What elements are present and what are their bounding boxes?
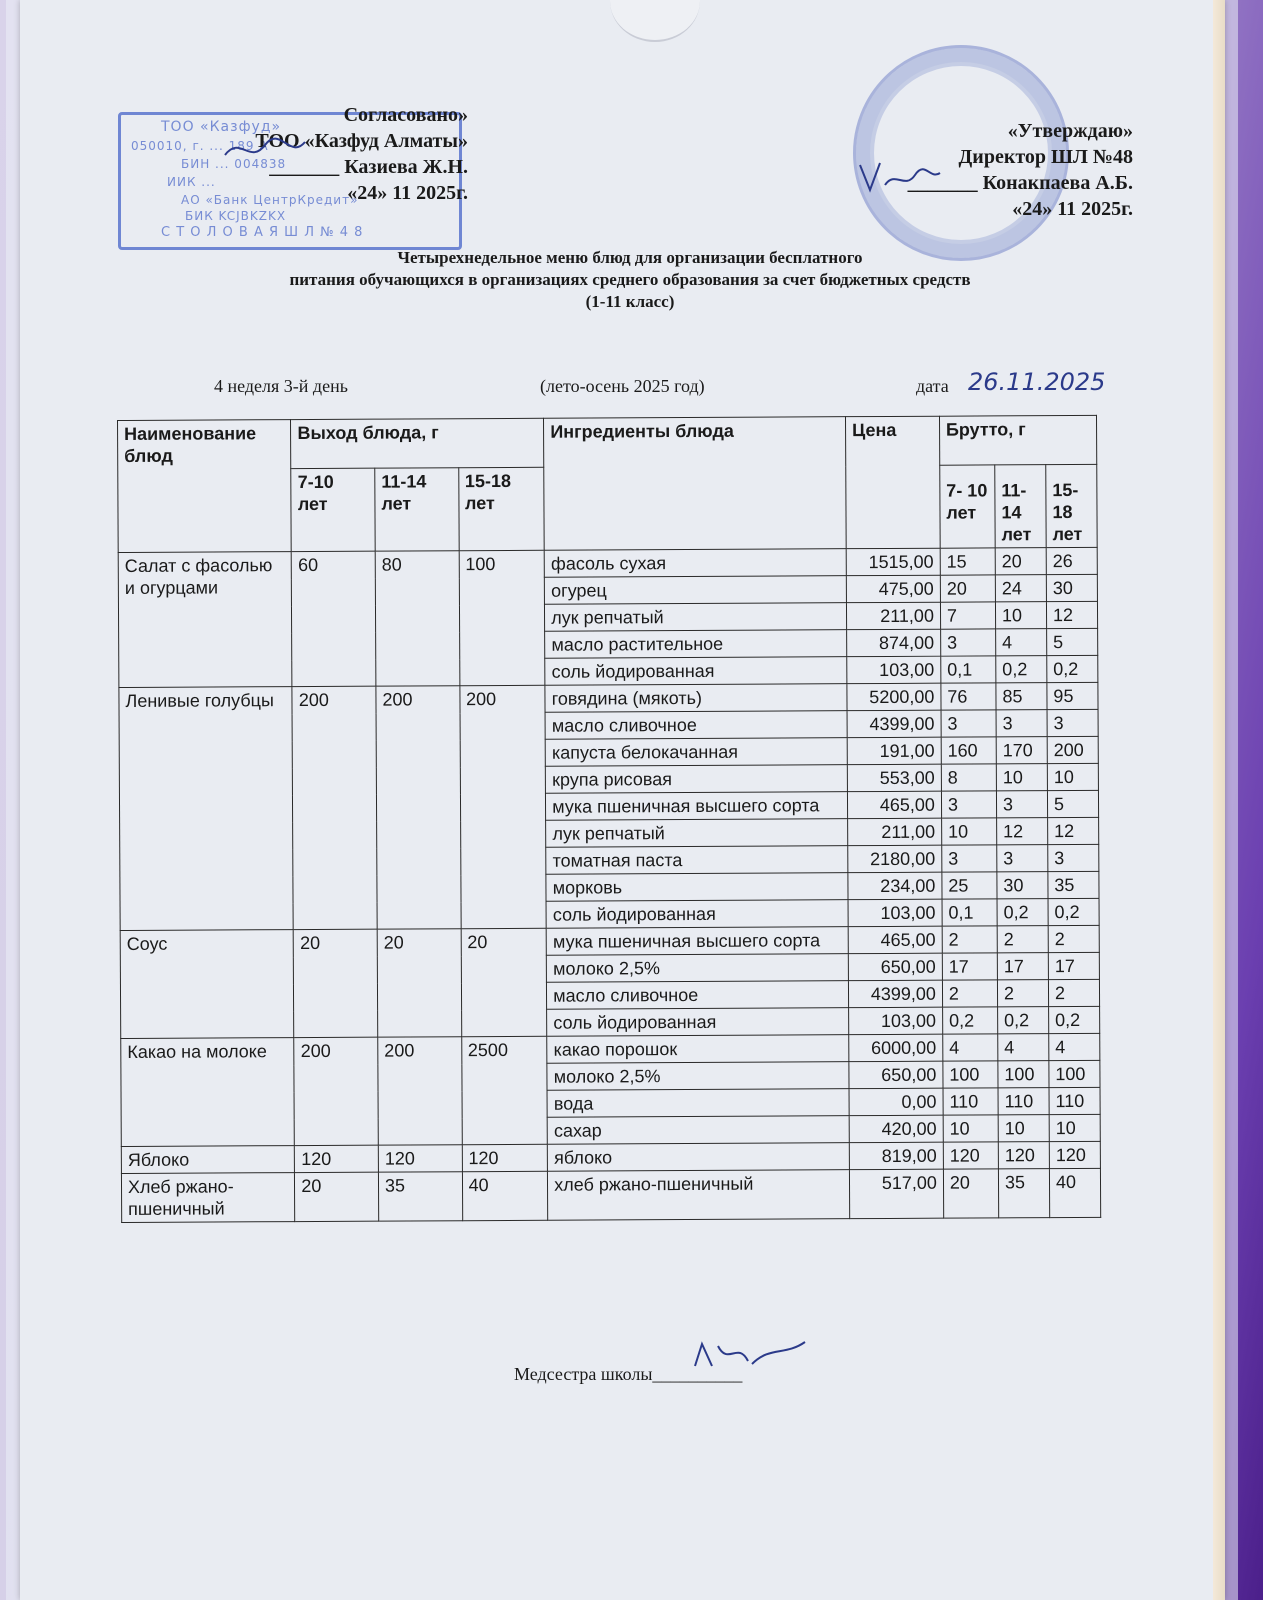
ingredient-price: 1515,00 bbox=[846, 548, 940, 575]
board-edge bbox=[1213, 0, 1225, 1600]
nurse-signature-line: Медсестра школы__________ bbox=[514, 1364, 743, 1384]
gross-15-18: 3 bbox=[1048, 844, 1099, 871]
menu-body bbox=[118, 547, 1100, 1222]
ingredient-price: 819,00 bbox=[849, 1142, 943, 1169]
gross-7-10: 17 bbox=[942, 953, 997, 980]
gross-7-10: 20 bbox=[943, 1169, 998, 1218]
title-line: Четырехнедельное меню блюд для организации бесплатного bbox=[397, 248, 863, 267]
gross-7-10: 25 bbox=[942, 872, 997, 899]
gross-11-14: 0,2 bbox=[997, 899, 1048, 926]
ingredient-price: 465,00 bbox=[848, 791, 942, 818]
ingredient-price: 2180,00 bbox=[848, 845, 942, 872]
gross-15-18: 120 bbox=[1049, 1141, 1100, 1168]
ingredient-price: 211,00 bbox=[848, 818, 942, 845]
gross-11-14: 3 bbox=[996, 710, 1047, 737]
ingredient-price: 475,00 bbox=[846, 575, 940, 602]
stamp-line: БИН ... 004838 bbox=[181, 157, 287, 171]
ingredient-price: 0,00 bbox=[849, 1088, 943, 1115]
gross-11-14: 3 bbox=[997, 845, 1048, 872]
gross-15-18: 0,2 bbox=[1049, 1006, 1100, 1033]
menu-table bbox=[117, 415, 1101, 1223]
gross-11-14: 24 bbox=[995, 575, 1046, 602]
ingredient-price: 211,00 bbox=[847, 602, 941, 629]
yield-15-18: 40 bbox=[462, 1171, 548, 1220]
yield-7-10: 200 bbox=[294, 1037, 378, 1145]
gross-15-18: 2 bbox=[1048, 925, 1099, 952]
gross-11-14: 17 bbox=[997, 953, 1048, 980]
stamp-line: АО «Банк ЦентрКредит» bbox=[181, 193, 359, 207]
dish-name: Яблоко bbox=[121, 1146, 294, 1174]
gross-15-18: 0,2 bbox=[1048, 898, 1099, 925]
approve-position: Директор ШЛ №48 bbox=[958, 146, 1133, 168]
header-age-7-10: 7-10 лет bbox=[291, 468, 375, 551]
title-line: питания обучающихся в организациях среднего образования за счет бюджетных средств bbox=[289, 270, 971, 289]
ingredient-price: 4399,00 bbox=[849, 980, 943, 1007]
yield-7-10: 120 bbox=[295, 1145, 379, 1172]
signature-nurse bbox=[690, 1336, 810, 1376]
gross-11-14: 4 bbox=[998, 1034, 1049, 1061]
gross-7-10: 3 bbox=[942, 845, 997, 872]
ingredient-name: капуста белокачанная bbox=[545, 738, 847, 767]
ingredient-name: соль йодированная bbox=[547, 1008, 849, 1037]
gross-11-14: 10 bbox=[995, 602, 1046, 629]
gross-15-18: 100 bbox=[1049, 1060, 1100, 1087]
gross-7-10: 8 bbox=[941, 764, 996, 791]
gross-7-10: 3 bbox=[941, 710, 996, 737]
header-ingredients: Ингредиенты блюда bbox=[544, 417, 847, 551]
gross-7-10: 7 bbox=[940, 602, 995, 629]
gross-11-14: 110 bbox=[998, 1088, 1049, 1115]
gross-11-14: 35 bbox=[998, 1169, 1049, 1218]
header-gross-11-14: 11- 14 лет bbox=[995, 465, 1046, 548]
approve-date: «24» 11 2025г. bbox=[1012, 198, 1133, 220]
ingredient-name: фасоль сухая bbox=[544, 549, 846, 578]
ingredient-price: 4399,00 bbox=[847, 710, 941, 737]
signature-right bbox=[855, 155, 945, 195]
yield-15-18: 100 bbox=[459, 550, 545, 685]
gross-15-18: 2 bbox=[1048, 979, 1099, 1006]
ingredient-price: 465,00 bbox=[848, 926, 942, 953]
stamp-line: ИИК ... bbox=[167, 175, 216, 189]
ingredient-name: вода bbox=[547, 1089, 849, 1118]
ingredient-name: огурец bbox=[545, 576, 847, 605]
gross-15-18: 4 bbox=[1049, 1033, 1100, 1060]
ingredient-price: 874,00 bbox=[847, 629, 941, 656]
gross-7-10: 120 bbox=[943, 1142, 998, 1169]
ingredient-price: 420,00 bbox=[849, 1115, 943, 1142]
stamp-line: ТОО «Казфуд» bbox=[161, 119, 282, 135]
gross-15-18: 12 bbox=[1046, 601, 1097, 628]
yield-15-18: 120 bbox=[462, 1144, 548, 1171]
signature-left bbox=[220, 130, 310, 170]
gross-15-18: 95 bbox=[1047, 682, 1098, 709]
gross-7-10: 20 bbox=[940, 575, 995, 602]
ingredient-name: хлеб ржано-пшеничный bbox=[548, 1170, 850, 1221]
date-label: дата bbox=[916, 376, 949, 396]
gross-11-14: 30 bbox=[997, 872, 1048, 899]
sleeve-notch bbox=[610, 0, 700, 42]
gross-11-14: 4 bbox=[996, 629, 1047, 656]
gross-15-18: 5 bbox=[1047, 790, 1098, 817]
ingredient-name: лук репчатый bbox=[546, 819, 848, 848]
ingredient-price: 103,00 bbox=[849, 1007, 943, 1034]
gross-11-14: 12 bbox=[997, 818, 1048, 845]
gross-15-18: 10 bbox=[1049, 1114, 1100, 1141]
ingredient-price: 234,00 bbox=[848, 872, 942, 899]
ingredient-name: масло сливочное bbox=[545, 711, 847, 740]
gross-15-18: 200 bbox=[1047, 736, 1098, 763]
gross-11-14: 170 bbox=[996, 737, 1047, 764]
header-dish: Наименование блюд bbox=[118, 420, 292, 553]
gross-7-10: 3 bbox=[941, 791, 996, 818]
gross-15-18: 10 bbox=[1047, 763, 1098, 790]
gross-7-10: 2 bbox=[942, 926, 997, 953]
yield-11-14: 200 bbox=[378, 1037, 462, 1145]
gross-7-10: 4 bbox=[943, 1034, 998, 1061]
yield-11-14: 80 bbox=[375, 551, 459, 686]
ingredient-price: 553,00 bbox=[847, 764, 941, 791]
gross-7-10: 2 bbox=[942, 980, 997, 1007]
gross-7-10: 15 bbox=[940, 548, 995, 575]
gross-7-10: 3 bbox=[940, 629, 995, 656]
yield-11-14: 200 bbox=[376, 686, 461, 929]
header-age-15-18: 15-18 лет bbox=[458, 467, 544, 550]
ingredient-name: масло сливочное bbox=[547, 981, 849, 1010]
yield-11-14: 120 bbox=[378, 1145, 462, 1172]
season: (лето-осень 2025 год) bbox=[540, 376, 705, 396]
ingredient-name: мука пшеничная высшего сорта bbox=[546, 792, 848, 821]
agreed-company: ТОО «Казфуд Алматы» bbox=[255, 130, 468, 152]
ingredient-name: морковь bbox=[546, 873, 848, 902]
yield-7-10: 200 bbox=[292, 686, 377, 929]
ingredient-name: говядина (мякоть) bbox=[545, 684, 847, 713]
dish-name: Какао на молоке bbox=[121, 1038, 295, 1147]
ingredient-price: 103,00 bbox=[847, 656, 941, 683]
ingredient-name: какао порошок bbox=[547, 1035, 849, 1064]
ingredient-name: молоко 2,5% bbox=[547, 1062, 849, 1091]
header-yield: Выход блюда, г bbox=[291, 418, 544, 468]
ingredient-name: яблоко bbox=[548, 1143, 850, 1172]
yield-7-10: 20 bbox=[294, 929, 378, 1037]
ingredient-price: 6000,00 bbox=[849, 1034, 943, 1061]
header-gross-7-10: 7- 10 лет bbox=[940, 465, 995, 548]
ingredient-name: крупа рисовая bbox=[546, 765, 848, 794]
gross-7-10: 0,1 bbox=[942, 899, 997, 926]
ingredient-name: томатная паста bbox=[546, 846, 848, 875]
yield-11-14: 20 bbox=[377, 929, 461, 1037]
table-row bbox=[121, 1168, 1100, 1222]
yield-15-18: 2500 bbox=[461, 1036, 547, 1144]
yield-15-18: 200 bbox=[459, 685, 546, 928]
ingredient-price: 517,00 bbox=[850, 1169, 944, 1218]
agreed-signer: _______ Казиева Ж.Н. bbox=[269, 156, 468, 178]
stamp-line: БИК KCJBKZKX bbox=[185, 209, 287, 223]
gross-7-10: 100 bbox=[943, 1061, 998, 1088]
gross-11-14: 20 bbox=[995, 548, 1046, 575]
yield-7-10: 20 bbox=[295, 1172, 379, 1221]
header-gross-15-18: 15- 18 лет bbox=[1046, 464, 1097, 547]
dish-name: Хлеб ржано-пшеничный bbox=[121, 1173, 295, 1223]
gross-11-14: 2 bbox=[997, 926, 1048, 953]
stamp-line: 050010, г. ... 189 А bbox=[131, 139, 269, 153]
gross-11-14: 120 bbox=[998, 1142, 1049, 1169]
dish-name: Салат с фасолью и огурцами bbox=[118, 552, 292, 688]
yield-11-14: 35 bbox=[378, 1172, 462, 1221]
gross-15-18: 5 bbox=[1047, 628, 1098, 655]
header-gross: Брутто, г bbox=[939, 415, 1096, 465]
gross-11-14: 3 bbox=[996, 791, 1047, 818]
gross-7-10: 10 bbox=[941, 818, 996, 845]
yield-15-18: 20 bbox=[461, 928, 547, 1036]
ingredient-price: 650,00 bbox=[848, 953, 942, 980]
header-price: Цена bbox=[846, 416, 941, 548]
gross-15-18: 35 bbox=[1048, 871, 1099, 898]
gross-15-18: 30 bbox=[1046, 574, 1097, 601]
approve-signer: _______ Конакпаева А.Б. bbox=[907, 172, 1133, 194]
ingredient-name: масло растительное bbox=[545, 630, 847, 659]
ingredient-name: соль йодированная bbox=[545, 657, 847, 686]
gross-15-18: 3 bbox=[1047, 709, 1098, 736]
document-title bbox=[130, 247, 1130, 313]
gross-11-14: 85 bbox=[996, 683, 1047, 710]
ingredient-price: 191,00 bbox=[847, 737, 941, 764]
gross-11-14: 100 bbox=[998, 1061, 1049, 1088]
gross-11-14: 2 bbox=[997, 980, 1048, 1007]
gross-11-14: 10 bbox=[998, 1115, 1049, 1142]
gross-11-14: 10 bbox=[996, 764, 1047, 791]
agreed-date: «24» 11 2025г. bbox=[347, 182, 468, 204]
gross-11-14: 0,2 bbox=[996, 656, 1047, 683]
gross-15-18: 12 bbox=[1048, 817, 1099, 844]
gross-15-18: 110 bbox=[1049, 1087, 1100, 1114]
ingredient-price: 5200,00 bbox=[847, 683, 941, 710]
gross-15-18: 0,2 bbox=[1047, 655, 1098, 682]
stamp-line: С Т О Л О В А Я Ш Л № 4 8 bbox=[161, 225, 364, 240]
dish-name: Ленивые голубцы bbox=[119, 687, 294, 931]
gross-7-10: 160 bbox=[941, 737, 996, 764]
ingredient-price: 650,00 bbox=[849, 1061, 943, 1088]
ingredient-price: 103,00 bbox=[848, 899, 942, 926]
agreed-title: Согласовано» bbox=[343, 104, 468, 126]
gross-11-14: 0,2 bbox=[998, 1007, 1049, 1034]
gross-15-18: 26 bbox=[1046, 547, 1097, 574]
dish-name: Соус bbox=[120, 930, 294, 1039]
ingredient-name: лук репчатый bbox=[545, 603, 847, 632]
gross-15-18: 40 bbox=[1049, 1168, 1100, 1217]
week-day: 4 неделя 3-й день bbox=[214, 376, 348, 396]
date-value: 26.11.2025 bbox=[968, 368, 1106, 396]
gross-7-10: 0,1 bbox=[941, 656, 996, 683]
yield-7-10: 60 bbox=[292, 551, 376, 686]
ingredient-name: молоко 2,5% bbox=[547, 954, 849, 983]
gross-7-10: 0,2 bbox=[942, 1007, 997, 1034]
gross-7-10: 10 bbox=[943, 1115, 998, 1142]
gross-7-10: 110 bbox=[943, 1088, 998, 1115]
title-line: (1-11 класс) bbox=[585, 292, 675, 311]
ingredient-name: соль йодированная bbox=[546, 900, 848, 929]
gross-15-18: 17 bbox=[1048, 952, 1099, 979]
approve-title: «Утверждаю» bbox=[1007, 120, 1133, 142]
ingredient-name: мука пшеничная высшего сорта bbox=[546, 927, 848, 956]
header-age-11-14: 11-14 лет bbox=[375, 468, 459, 551]
gross-7-10: 76 bbox=[941, 683, 996, 710]
ingredient-name: сахар bbox=[547, 1116, 849, 1145]
